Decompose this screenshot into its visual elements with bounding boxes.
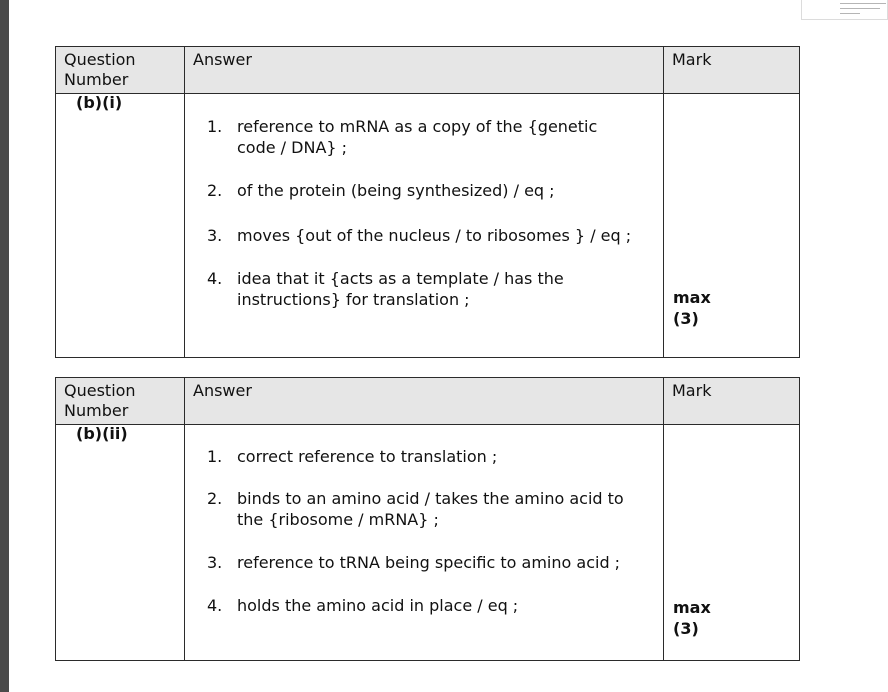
answer-cell [185, 94, 664, 358]
table-row [56, 425, 800, 661]
answer-cell [185, 425, 664, 661]
mark-scheme-table-bi [55, 46, 800, 358]
list-item: 4. holds the amino acid in place / eq ; [207, 596, 519, 615]
answer-header: Answer [185, 378, 664, 425]
list-item: 1. correct reference to translation ; [207, 447, 498, 466]
mark-scheme-table-bii [55, 377, 800, 661]
question-number: (b)(i) [56, 94, 185, 358]
question-number: (b)(ii) [56, 425, 185, 661]
list-item: 4. idea that it {acts as a template / has the instructions} for translation ; [207, 269, 564, 309]
mark-header: Mark [664, 47, 800, 94]
table-row [56, 94, 800, 358]
question-number-header: Question Number [56, 378, 185, 425]
answer-list [185, 446, 663, 616]
viewer-left-edge [0, 0, 9, 692]
list-item: 1. reference to mRNA as a copy of the {genetic code / DNA} ; [207, 117, 598, 157]
thumbnail-line [840, 8, 880, 9]
list-item: 3. moves {out of the nucleus / to ribosomes } / eq ; [207, 226, 632, 245]
mark-cell [664, 94, 800, 358]
table-header-row [56, 47, 800, 94]
list-item: 2. of the protein (being synthesized) / eq ; [207, 181, 555, 200]
mark-value: (3) [673, 619, 699, 638]
table-header-row [56, 378, 800, 425]
thumbnail-line [840, 3, 886, 4]
mark-value: (3) [673, 309, 699, 328]
mark-max: max [673, 288, 711, 307]
list-item: 2. binds to an amino acid / takes the amino acid to the {ribosome / mRNA} ; [207, 489, 624, 529]
question-number-header: Question Number [56, 47, 185, 94]
answer-header: Answer [185, 47, 664, 94]
mark-max: max [673, 598, 711, 617]
list-item: 3. reference to tRNA being specific to amino acid ; [207, 553, 621, 572]
mark-cell [664, 425, 800, 661]
page-thumbnail[interactable] [801, 0, 888, 20]
thumbnail-line [840, 13, 860, 14]
answer-list [185, 116, 663, 310]
mark-header: Mark [664, 378, 800, 425]
